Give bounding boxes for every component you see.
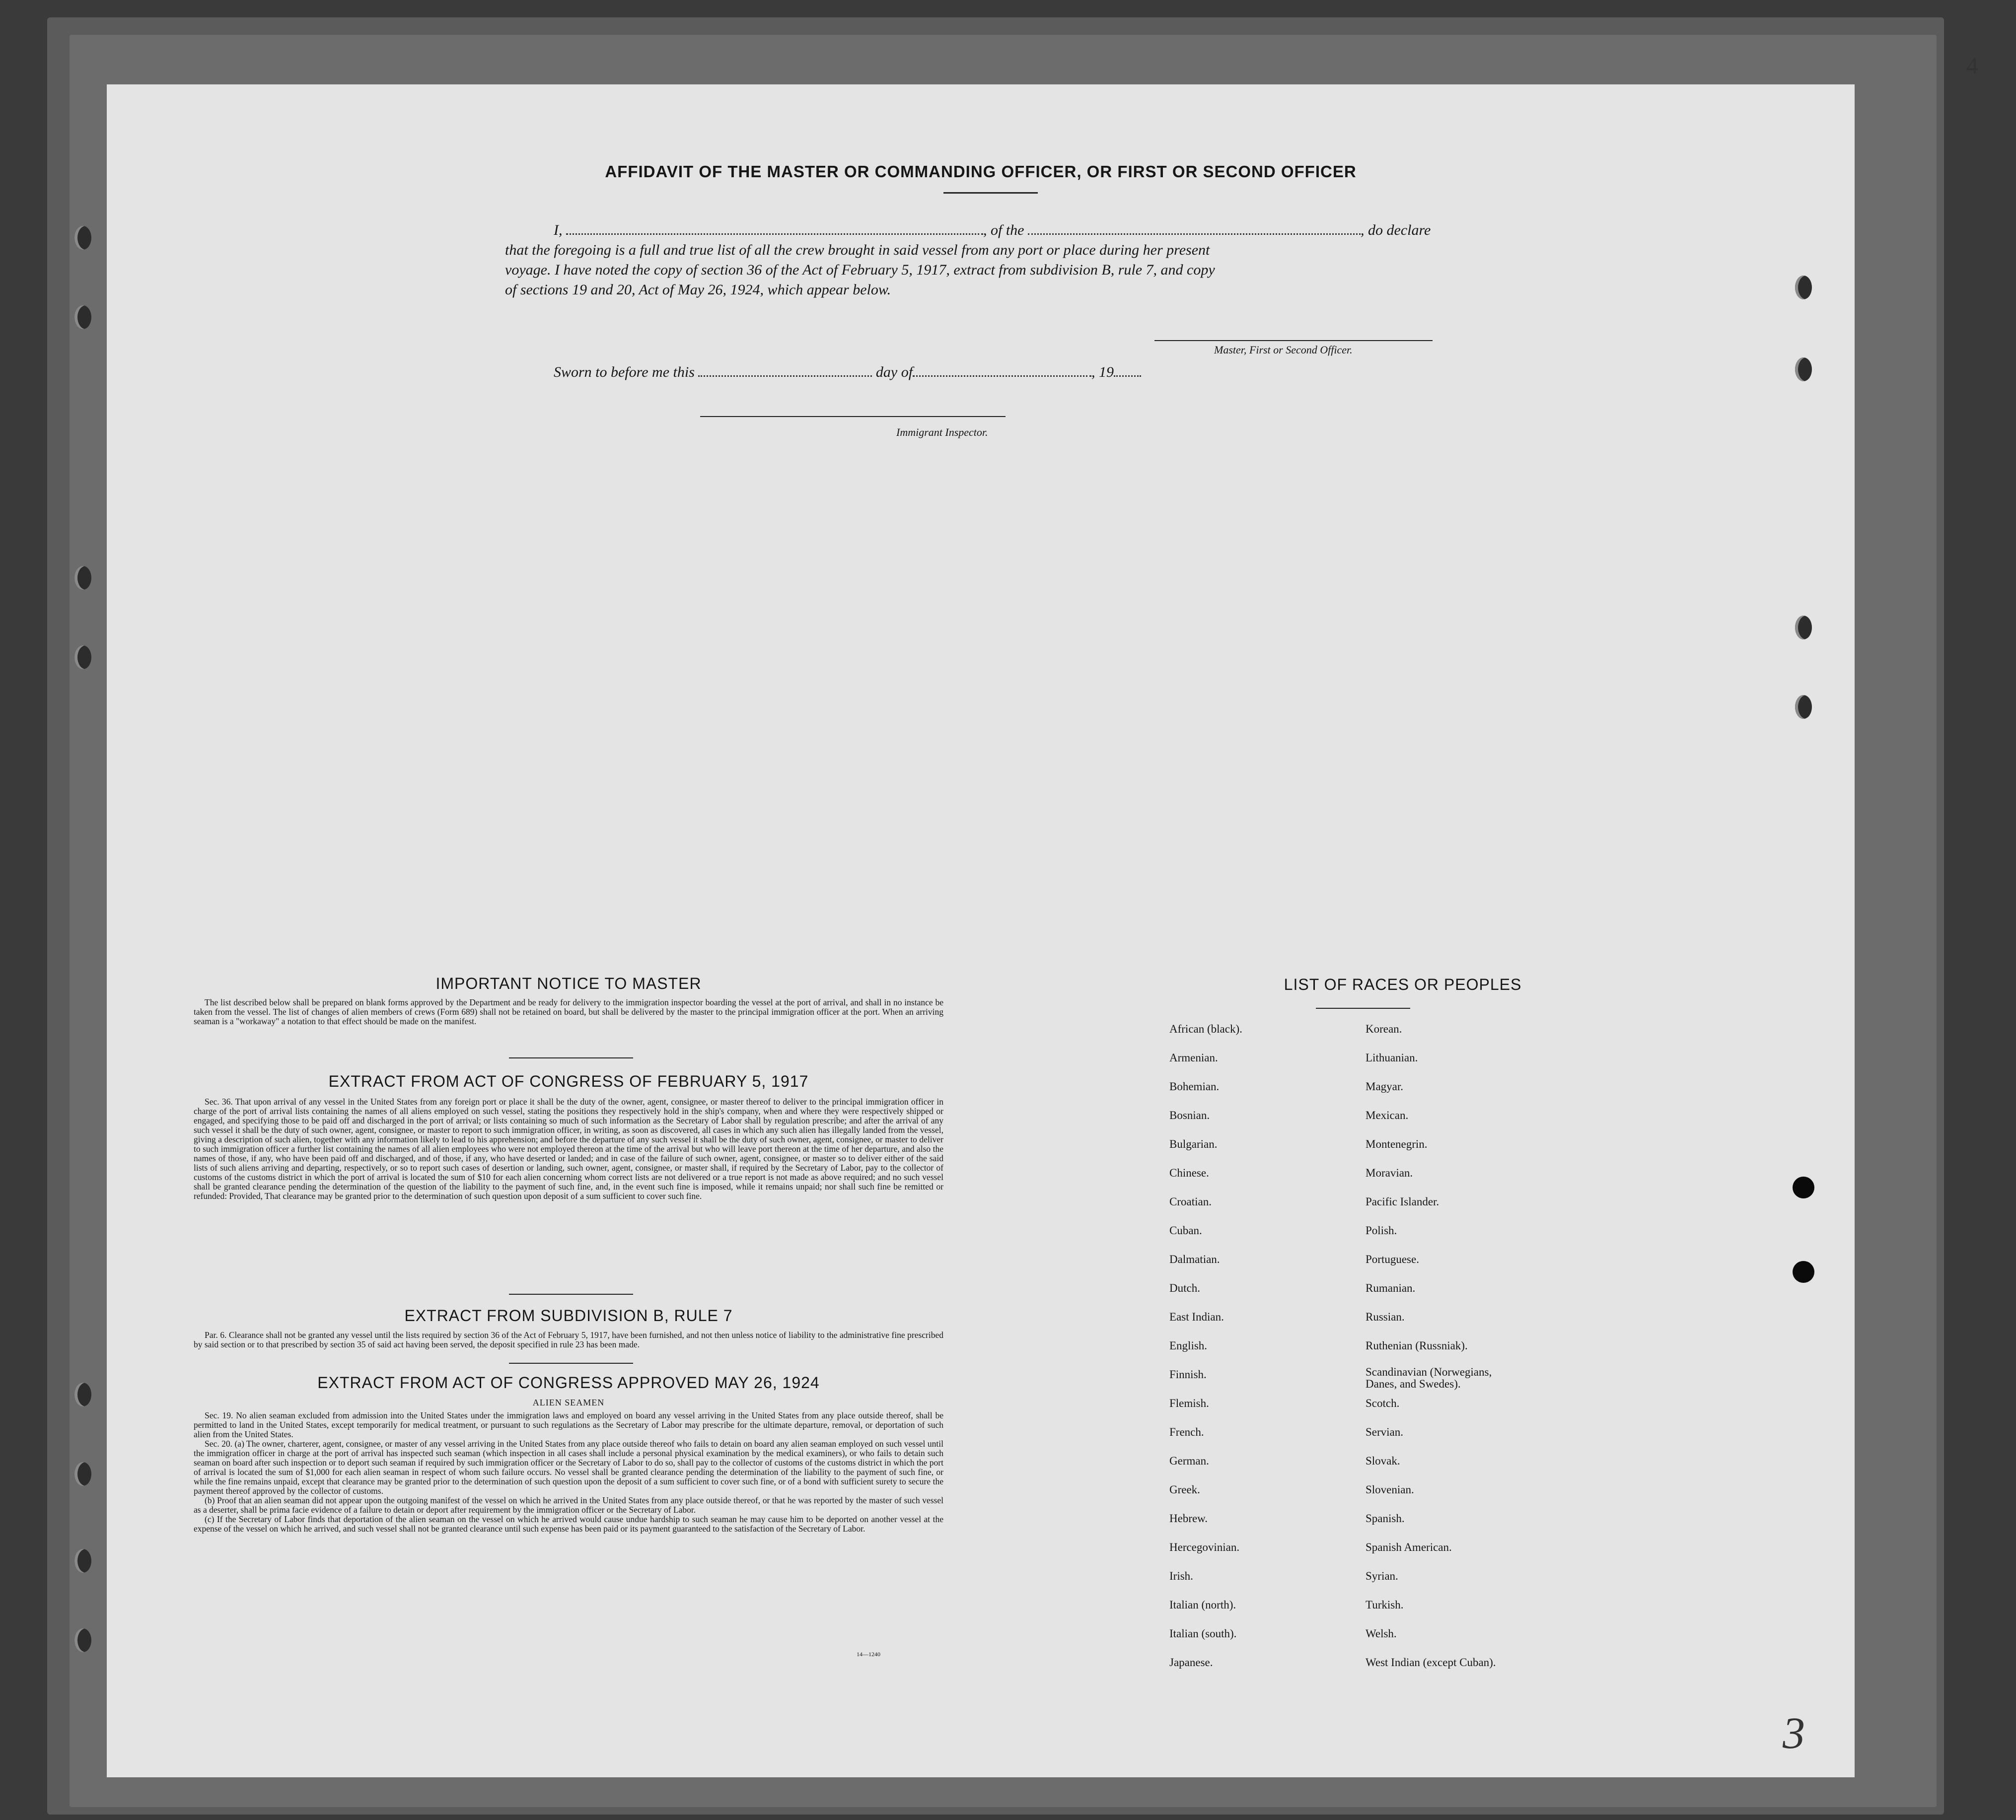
race-item: West Indian (except Cuban). — [1366, 1656, 1496, 1669]
inspector-caption: Immigrant Inspector. — [896, 426, 988, 438]
form-number: 14—1240 — [857, 1651, 880, 1658]
notice-title: IMPORTANT NOTICE TO MASTER — [435, 975, 702, 992]
punch-hole — [74, 1383, 91, 1406]
punch-hole — [74, 305, 91, 329]
race-item: Slovak. — [1366, 1455, 1400, 1467]
race-item: Magyar. — [1366, 1080, 1404, 1093]
race-item: African (black). — [1169, 1023, 1242, 1035]
day-of-label: day of — [875, 364, 913, 380]
section-divider — [509, 1363, 633, 1364]
race-item: Welsh. — [1366, 1627, 1397, 1640]
race-item: Greek. — [1169, 1483, 1200, 1496]
affidavit-line-1 — [554, 222, 1431, 239]
race-item: Cuban. — [1169, 1224, 1202, 1237]
punch-hole — [1795, 616, 1812, 639]
race-item: Spanish American. — [1366, 1541, 1452, 1553]
section-36-paragraph: Sec. 36. That upon arrival of any vessel in the United States from any foreign port or place it shall be the duty of the owner, agent, consignee, or master thereof to deliver to the principal immigration officer in charge of the port of arrival lists containing the names of all aliens employed on such vessel, stating the positions they respectively hold in the ship's company, when and where they were respectively shipped or engaged, and specifying those to be paid off and discharged in the port of arrival; or lists containing so much of such information as the Secretary of Labor shall by regulation prescribe; and after the arrival of any such vessel it shall be the duty of such owner, agent, consignee, or master to report to such immigration officer, in writing, as soon as discovered, all cases in which any such alien has illegally landed from the vessel, giving a description of such alien, together with any information likely to lead to his apprehension; and before the departure of any such vessel it shall be the duty of such owner, agent, consignee, or master to deliver to such immigration officer a further list containing the names of all alien employees who were not employed thereon at the time of the arrival but who will leave port thereon at the time of her departure, and also the names of those, if any, who have been paid off and discharged, and of those, if any, who have deserted or landed; and in case of the failure of such owner, agent, consignee, or master so to deliver either of the said lists of such aliens arriving and departing, respectively, or so to report such cases of desertion or landing, such owner, agent, consignee, or master shall, if required by the Secretary of Labor, pay to the collector of customs of the customs district in which the port of arrival is located the sum of $10 for each alien concerning whom correct lists are not delivered or a true report is not made as above required; and no such vessel shall be granted clearance pending the determination of the question of the liability to the payment of such fine, and, in the event such fine is imposed, while it remains unpaid; nor shall such fine be remitted or refunded: Provided, That clearance may be granted prior to the determination of such question upon deposit of a sum sufficient to cover such fine. — [194, 1097, 943, 1201]
section-20c-paragraph: (c) If the Secretary of Labor finds that deportation of the alien seaman on the vessel on which he arrived would cause undue hardship to such seaman he may cause him to be deported on another vessel at the expense of the vessel on which he arrived, and such vessel shall not be granted clearance until such expense has been paid or its payment guaranteed to the satisfaction of the Secretary of Labor. — [194, 1514, 943, 1534]
race-item: Bulgarian. — [1169, 1138, 1218, 1150]
race-item: Spanish. — [1366, 1512, 1405, 1525]
race-item: Flemish. — [1169, 1397, 1209, 1409]
handwritten-number: 3 — [1783, 1709, 1805, 1758]
extract-rule7-title: EXTRACT FROM SUBDIVISION B, RULE 7 — [404, 1307, 733, 1325]
affidavit-i-label: I, — [554, 222, 563, 238]
race-item: Pacific Islander. — [1366, 1195, 1440, 1208]
sworn-day-blank[interactable] — [698, 375, 872, 377]
race-item: Bohemian. — [1169, 1080, 1220, 1093]
par-6-paragraph: Par. 6. Clearance shall not be granted any vessel until the lists required by section 36 of the Act of February 5, 1917, have been furnished, and not then unless notice of liability to the administrative fine prescribed by said section or to that prescribed by section 35 of said act having been served, the deposit specified in rule 23 has been made. — [194, 1330, 943, 1349]
affidavit-line-2: that the foregoing is a full and true list of all the crew brought in said vessel from any port or place during her present — [505, 242, 1210, 258]
extract-1917-text — [194, 1097, 943, 1201]
race-item: Polish. — [1366, 1224, 1397, 1237]
alien-seamen-heading: ALIEN SEAMEN — [532, 1398, 605, 1407]
race-item: Portuguese. — [1366, 1253, 1419, 1265]
race-item: Russian. — [1366, 1311, 1405, 1323]
races-divider — [1316, 1008, 1410, 1009]
race-item: Montenegrin. — [1366, 1138, 1428, 1150]
notice-paragraph: The list described below shall be prepared on blank forms approved by the Department and be ready for delivery to the immigration inspector boarding the vessel at the port of arrival, and shall in no instance be taken from the vessel. The list of changes of alien members of crews (Form 689) shall not be retained on board, but shall be delivered by the master to the principal immigration officer at the port. When an arriving seaman is a "workaway" a notation to that effect should be made on the manifest. — [194, 997, 943, 1026]
race-item: Bosnian. — [1169, 1109, 1210, 1121]
section-20b-paragraph: (b) Proof that an alien seaman did not appear upon the outgoing manifest of the vessel on which he arrived in the United States from any place outside thereof, or that he was reported by the master of such vessel as a deserter, shall be prima facie evidence of a failure to detain or deport after requirement by the immigration officer or the Secretary of Labor. — [194, 1495, 943, 1515]
punch-hole — [1795, 276, 1812, 299]
race-item: Dutch. — [1169, 1282, 1200, 1294]
affidavit-line-3: voyage. I have noted the copy of section 36 of the Act of February 5, 1917, extract from subdivision B, rule 7, and copy — [505, 262, 1215, 278]
punch-hole — [74, 226, 91, 250]
extract-1924-text — [194, 1411, 943, 1534]
punch-hole — [74, 566, 91, 590]
punch-hole — [1795, 695, 1812, 719]
master-signature-line[interactable] — [1154, 340, 1433, 341]
races-title: LIST OF RACES OR PEOPLES — [1284, 976, 1522, 993]
sworn-prefix: Sworn to before me this — [554, 364, 695, 380]
page-number-mark: 4 — [1966, 53, 1978, 79]
race-item: Chinese. — [1169, 1167, 1209, 1179]
punch-hole — [74, 645, 91, 669]
section-19-paragraph: Sec. 19. No alien seaman excluded from admission into the United States under the immigration laws and employed on board any vessel arriving in the United States from any place outside thereof, shall be permitted to land in the United States, except temporarily for medical treatment, or pursuant to such regulations as the Secretary of Labor may prescribe for the ultimate departure, removal, or deportation of such alien from the United States. — [194, 1410, 943, 1439]
title-divider — [943, 192, 1038, 194]
race-item: Croatian. — [1169, 1195, 1212, 1208]
sworn-line — [554, 364, 1141, 381]
document-page — [107, 84, 1855, 1777]
section-divider — [509, 1294, 633, 1295]
race-item: Hercegovinian. — [1169, 1541, 1240, 1553]
race-item: Moravian. — [1366, 1167, 1413, 1179]
punch-hole — [1795, 357, 1812, 381]
race-item: French. — [1169, 1426, 1204, 1438]
declare-label: , do declare — [1361, 222, 1431, 238]
race-item: Turkish. — [1366, 1599, 1404, 1611]
extract-rule7-text — [194, 1330, 943, 1349]
notice-text — [194, 998, 943, 1026]
punch-hole — [74, 1549, 91, 1573]
extract-1917-title: EXTRACT FROM ACT OF CONGRESS OF FEBRUARY 5, 1917 — [328, 1072, 809, 1090]
race-item: Italian (south). — [1169, 1627, 1237, 1640]
race-item: Hebrew. — [1169, 1512, 1208, 1525]
race-item: Mexican. — [1366, 1109, 1409, 1121]
race-item: Italian (north). — [1169, 1599, 1236, 1611]
vessel-blank[interactable] — [1028, 233, 1361, 235]
affidavit-line-4: of sections 19 and 20, Act of May 26, 1924, which appear below. — [505, 281, 891, 298]
section-20a-paragraph: Sec. 20. (a) The owner, charterer, agent, consignee, or master of any vessel arriving in the United States from any place outside thereof who fails to detain on board any alien seaman employed on such vessel until the immigration officer in charge at the port of arrival has inspected such seaman (which inspection in all cases shall include a personal physical examination by the medical examiners), or who fails to detain such seaman on board after such inspection or to deport such seaman if required by such immigration officer or the Secretary of Labor to do so, shall pay to the collector of customs of the customs district in which the port of arrival is located the sum of $1,000 for each alien seaman in respect of whom such failure occurs. No vessel shall be granted clearance pending the determination of the liability to the payment of such fine, or while the fine remains unpaid, except that clearance may be granted prior to the determination of such question upon the deposit of a sum sufficient to cover such fine, or of a bond with sufficient surety to secure the payment thereof approved by the collector of customs. — [194, 1439, 943, 1496]
race-item: Rumanian. — [1366, 1282, 1416, 1294]
of-the-label: , of the — [983, 222, 1024, 238]
race-item: Scotch. — [1366, 1397, 1400, 1409]
race-item: German. — [1169, 1455, 1209, 1467]
ink-blot — [1793, 1177, 1814, 1198]
inspector-signature-line[interactable] — [700, 416, 1006, 417]
race-item: Armenian. — [1169, 1051, 1218, 1064]
name-blank[interactable] — [566, 233, 983, 235]
affidavit-title: AFFIDAVIT OF THE MASTER OR COMMANDING OFFICER, OR FIRST OR SECOND OFFICER — [605, 162, 1357, 181]
extract-1924-title: EXTRACT FROM ACT OF CONGRESS APPROVED MAY 26, 1924 — [317, 1374, 820, 1392]
sworn-year-blank[interactable] — [1114, 375, 1141, 377]
race-item: English. — [1169, 1339, 1208, 1352]
race-item: Scandinavian (Norwegians, Danes, and Swedes). — [1366, 1366, 1492, 1390]
race-item: Slovenian. — [1366, 1483, 1414, 1496]
race-item: Finnish. — [1169, 1368, 1207, 1381]
race-item: Irish. — [1169, 1570, 1193, 1582]
race-item: Servian. — [1366, 1426, 1404, 1438]
sworn-month-blank[interactable] — [913, 375, 1091, 377]
race-item: Ruthenian (Russniak). — [1366, 1339, 1468, 1352]
section-divider — [509, 1057, 633, 1058]
year-label: , 19 — [1091, 364, 1114, 380]
race-item: East Indian. — [1169, 1311, 1224, 1323]
punch-hole — [74, 1462, 91, 1486]
race-item: Lithuanian. — [1366, 1051, 1418, 1064]
race-item: Dalmatian. — [1169, 1253, 1220, 1265]
punch-hole — [74, 1628, 91, 1652]
master-signature-caption: Master, First or Second Officer. — [1214, 344, 1353, 356]
race-item: Korean. — [1366, 1023, 1402, 1035]
ink-blot — [1793, 1261, 1814, 1283]
race-item: Syrian. — [1366, 1570, 1398, 1582]
race-item: Japanese. — [1169, 1656, 1213, 1669]
